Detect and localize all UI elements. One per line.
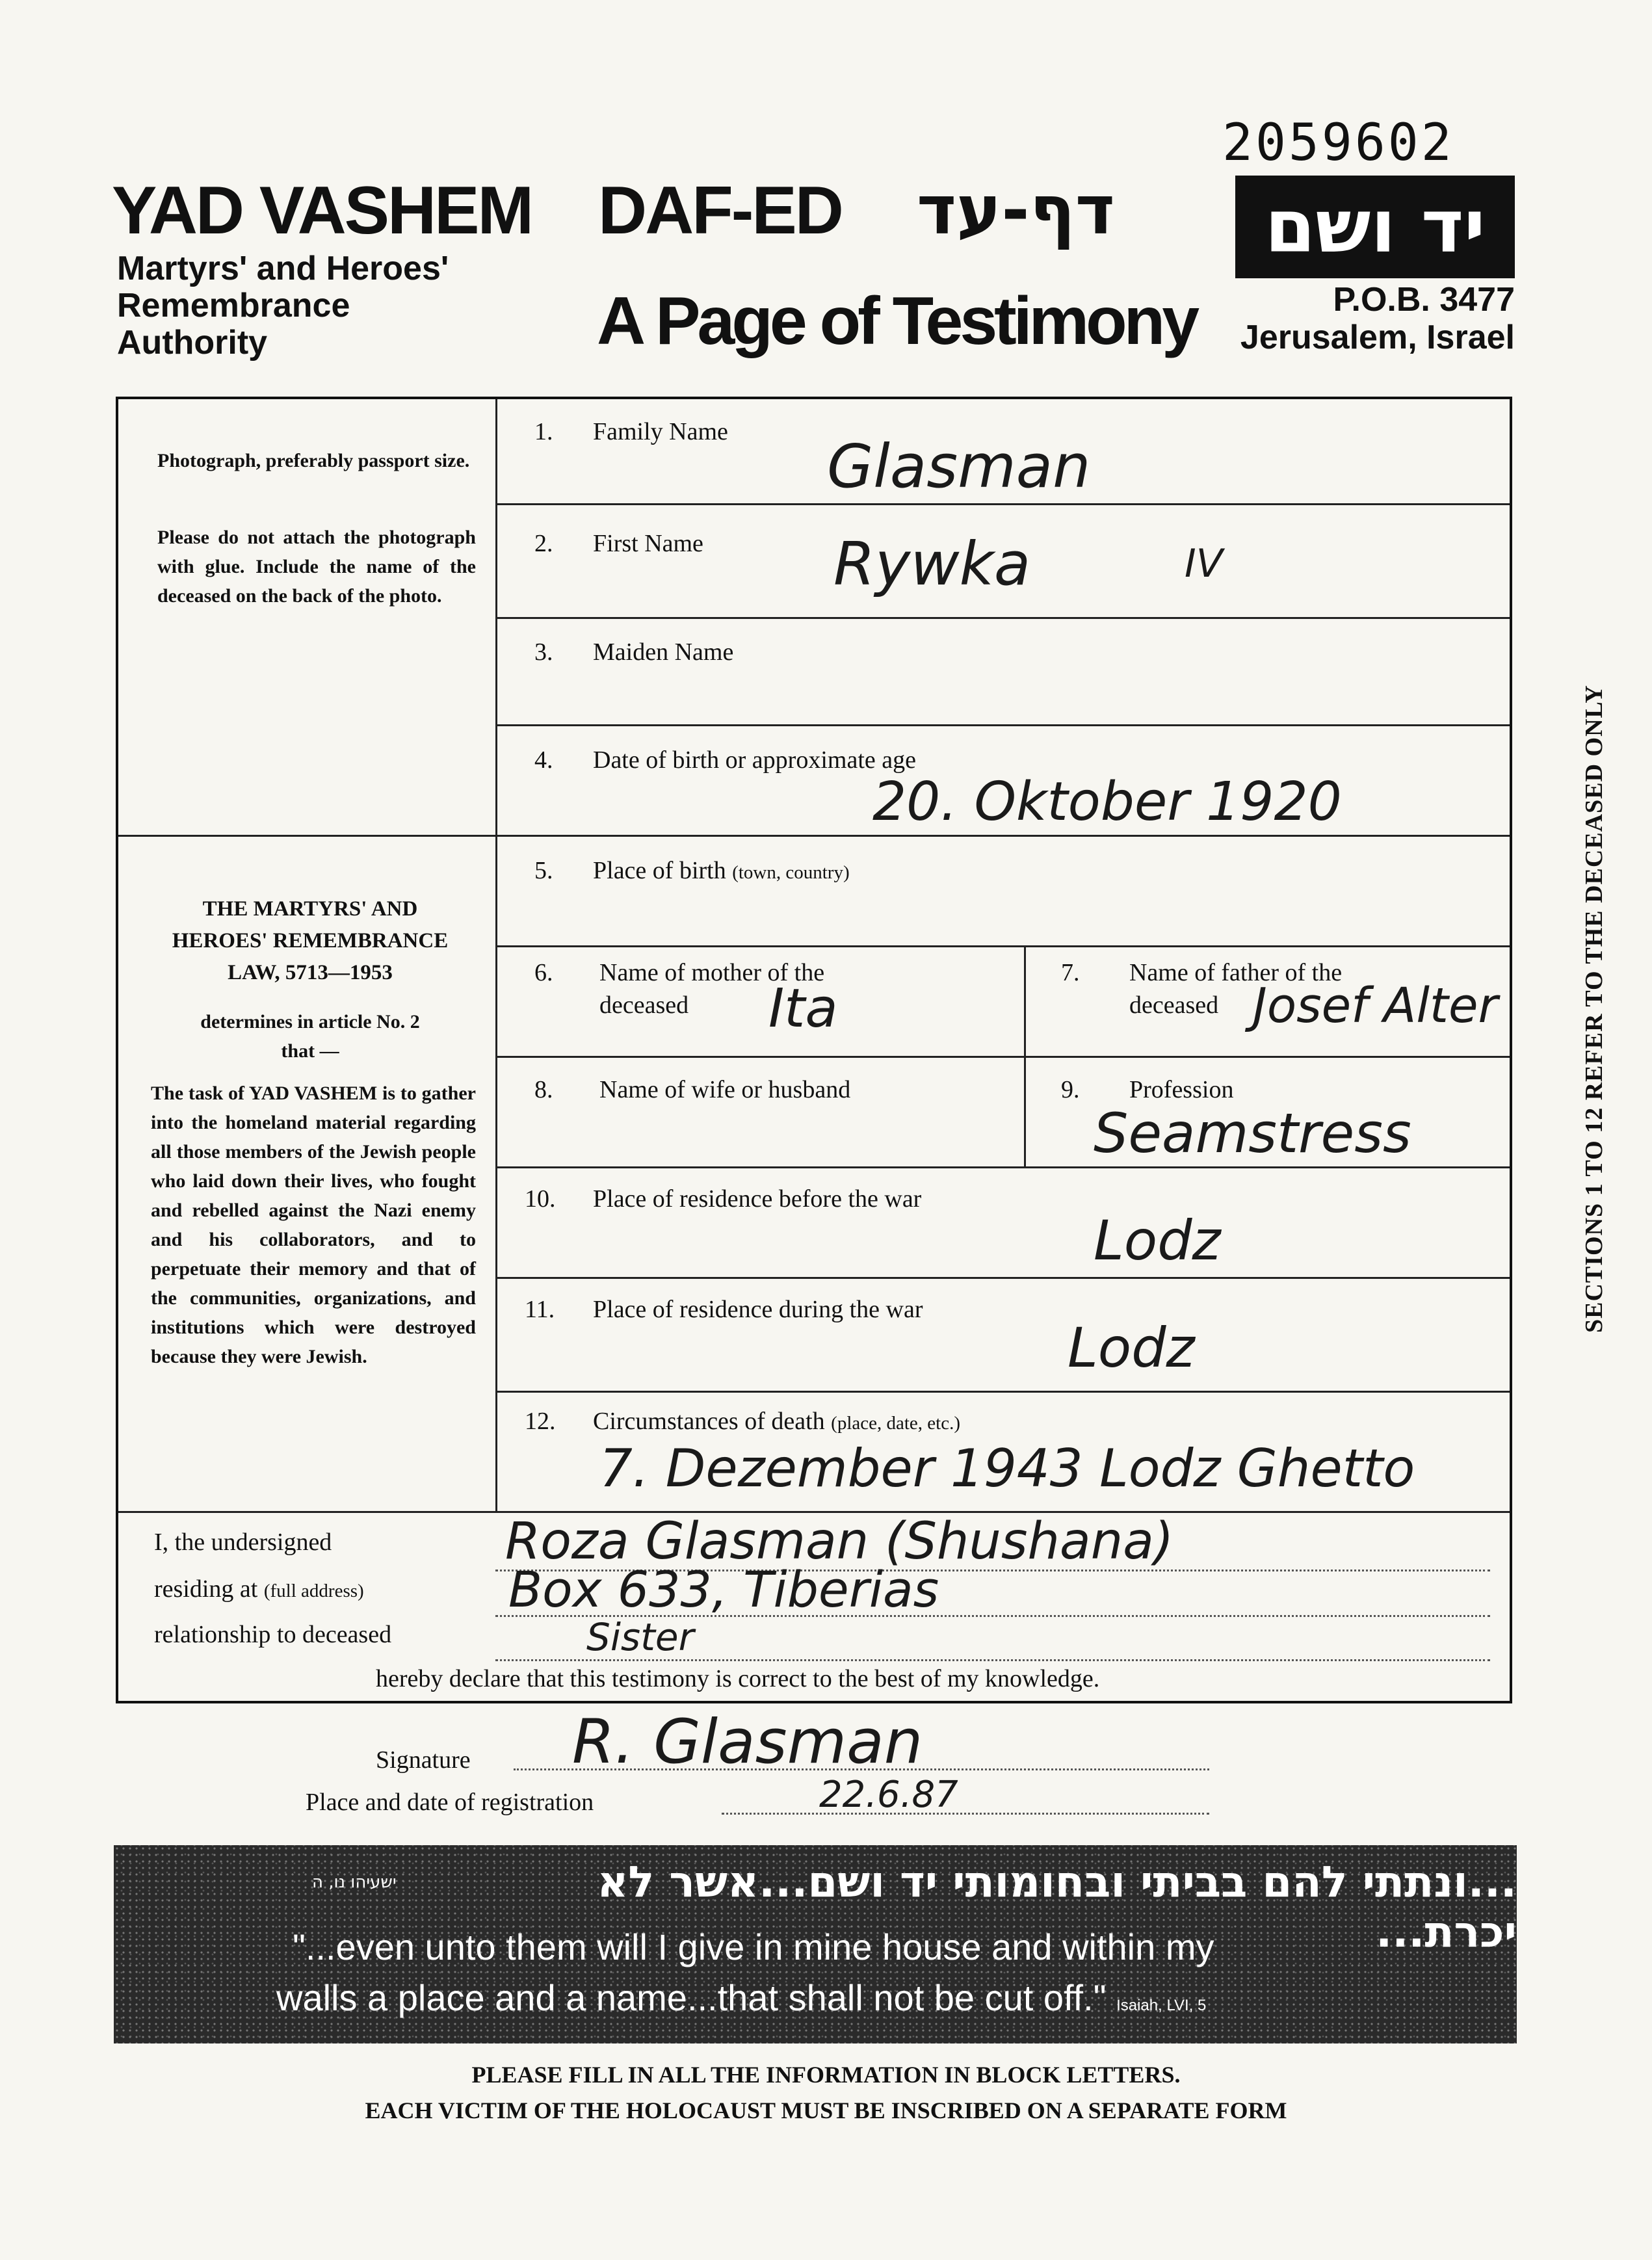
date-of-birth-label: Date of birth or approximate age (593, 746, 916, 774)
spouse-name-label: Name of wife or husband (599, 1076, 851, 1103)
field-number: 2. (534, 530, 553, 557)
maiden-name-label: Maiden Name (593, 638, 734, 666)
field-number: 8. (534, 1076, 553, 1103)
father-name-value[interactable]: Josef Alter (1253, 978, 1498, 1034)
address-label-hint: (full address) (263, 1581, 364, 1601)
banner-english-2: walls a place and a name...that shall not be cut off." (276, 1977, 1107, 2018)
field-number: 4. (534, 746, 553, 774)
split-divider (1024, 945, 1026, 1166)
father-name-label: Name of father of the (1129, 959, 1343, 986)
form-title: A Page of Testimony (597, 283, 1197, 359)
law-heading-line: LAW, 5713—1953 (228, 961, 393, 984)
law-determines: determines in article No. 2 (200, 1011, 420, 1032)
org-subtitle-line: Martyrs' and Heroes' (117, 250, 449, 287)
row-line (495, 724, 1510, 726)
place-of-birth-label-hint: (town, country) (732, 862, 850, 883)
address-value[interactable]: Box 633, Tiberias (508, 1560, 939, 1618)
place-of-birth-label (593, 856, 850, 885)
place-date-label: Place and date of registration (306, 1789, 594, 1816)
row-line (495, 1277, 1510, 1279)
org-name: YAD VASHEM (112, 173, 532, 248)
family-name-label: Family Name (593, 418, 728, 445)
left-box-divider (118, 835, 495, 837)
footer-line-1: PLEASE FILL IN ALL THE INFORMATION IN BLOCK LETTERS. (471, 2062, 1181, 2088)
form-name-hebrew: דף-עד (917, 170, 1115, 250)
row-line (495, 503, 1510, 505)
undersigned-value[interactable]: Roza Glasman (Shushana) (505, 1512, 1174, 1571)
circumstances-label (593, 1407, 960, 1436)
city: Jerusalem, Israel (1240, 319, 1515, 356)
photo-box-instructions: Please do not attach the photograph with glue. Include the name of the deceased on the back of the photo. (157, 527, 476, 607)
field-number: 11. (525, 1296, 555, 1323)
org-subtitle (117, 250, 520, 361)
row-line (495, 1056, 1510, 1058)
place-date-value[interactable]: 22.6.87 (819, 1774, 958, 1816)
place-of-birth-label-text: Place of birth (593, 857, 726, 884)
family-name-value[interactable]: Glasman (827, 432, 1091, 501)
yad-vashem-logo: יד ושם (1235, 176, 1515, 278)
mother-name-label-2: deceased (599, 992, 689, 1019)
signature-label: Signature (376, 1746, 471, 1774)
relationship-label: relationship to deceased (154, 1621, 392, 1648)
relationship-line (495, 1659, 1490, 1661)
father-name-label-2: deceased (1129, 992, 1219, 1019)
undersigned-label: I, the undersigned (154, 1529, 332, 1556)
mother-name-label: Name of mother of the (599, 959, 825, 986)
circumstances-label-hint: (place, date, etc.) (831, 1413, 961, 1434)
banner-hebrew-ref: ישעיהו נו, ה (312, 1872, 397, 1892)
field-number: 12. (525, 1408, 556, 1435)
address-block (1222, 281, 1515, 356)
mother-name-value[interactable]: Ita (768, 978, 838, 1040)
date-of-birth-value[interactable]: 20. Oktober 1920 (872, 771, 1342, 833)
row-line (495, 945, 1510, 947)
form-name: DAF-ED (598, 173, 842, 248)
side-note: SECTIONS 1 TO 12 REFER TO THE DECEASED ONLY (1580, 685, 1608, 1333)
place-date-line (722, 1813, 1209, 1815)
document-number: 2059602 (1222, 114, 1454, 172)
residence-before-label: Place of residence before the war (593, 1185, 922, 1213)
isaiah-banner (114, 1845, 1517, 2043)
signature-value[interactable]: R. Glasman (572, 1707, 923, 1778)
row-line (495, 835, 1510, 837)
footer-line-2: EACH VICTIM OF THE HOLOCAUST MUST BE INSCRIBED ON A SEPARATE FORM (365, 2097, 1287, 2123)
profession-value[interactable]: Seamstress (1094, 1101, 1411, 1165)
address-label (154, 1575, 364, 1603)
left-column-divider (495, 399, 497, 1511)
org-subtitle-line: Remembrance (117, 287, 350, 324)
banner-english-2-line (276, 1973, 1206, 2031)
law-heading-line: THE MARTYRS' AND (202, 897, 418, 921)
circumstances-label-text: Circumstances of death (593, 1408, 825, 1435)
residence-during-label: Place of residence during the war (593, 1296, 923, 1323)
first-name-label: First Name (593, 530, 703, 557)
field-number: 10. (525, 1185, 556, 1213)
field-number: 9. (1061, 1076, 1080, 1103)
law-heading-line: HEROES' REMEMBRANCE (172, 929, 449, 953)
first-name-note: IV (1185, 541, 1223, 586)
banner-hebrew: ...ונתתי להם בביתי ובחומותי יד ושם...אשר לא יכרת... (597, 1857, 1517, 1957)
relationship-value[interactable]: Sister (586, 1615, 694, 1659)
row-line (495, 1166, 1510, 1168)
banner-english-1: "...even unto them will I give in mine house and within my (293, 1926, 1214, 1967)
row-line (495, 1391, 1510, 1393)
law-that: that — (281, 1040, 339, 1062)
first-name-value[interactable]: Rywka (833, 529, 1031, 599)
org-subtitle-line: Authority (117, 324, 268, 361)
field-number: 3. (534, 638, 553, 666)
pob: P.O.B. 3477 (1333, 281, 1515, 319)
profession-label: Profession (1129, 1076, 1234, 1103)
declaration: hereby declare that this testimony is correct to the best of my knowledge. (376, 1665, 1100, 1692)
address-label-text: residing at (154, 1575, 258, 1603)
residence-during-value[interactable]: Lodz (1068, 1316, 1195, 1380)
field-number: 5. (534, 857, 553, 884)
photo-box-title: Photograph, preferably passport size. (157, 450, 470, 471)
circumstances-value[interactable]: 7. Dezember 1943 Lodz Ghetto (599, 1438, 1415, 1499)
residence-before-value[interactable]: Lodz (1094, 1209, 1221, 1272)
testimony-form (116, 397, 1512, 1703)
law-body: The task of YAD VASHEM is to gather into the homeland material regarding all those members of the Jewish people who laid down their lives, who fought and rebelled against the Nazi enemy and his collaborators, and to perpetuate their memory and that of the communities, organizations, and institutions which were destroyed because they were Jewish. (151, 1083, 476, 1367)
field-number: 1. (534, 418, 553, 445)
field-number: 7. (1061, 959, 1080, 986)
field-number: 6. (534, 959, 553, 986)
banner-english-ref: Isaiah, LVI, 5 (1116, 1997, 1207, 2014)
law-heading (144, 893, 476, 989)
row-line (495, 617, 1510, 619)
